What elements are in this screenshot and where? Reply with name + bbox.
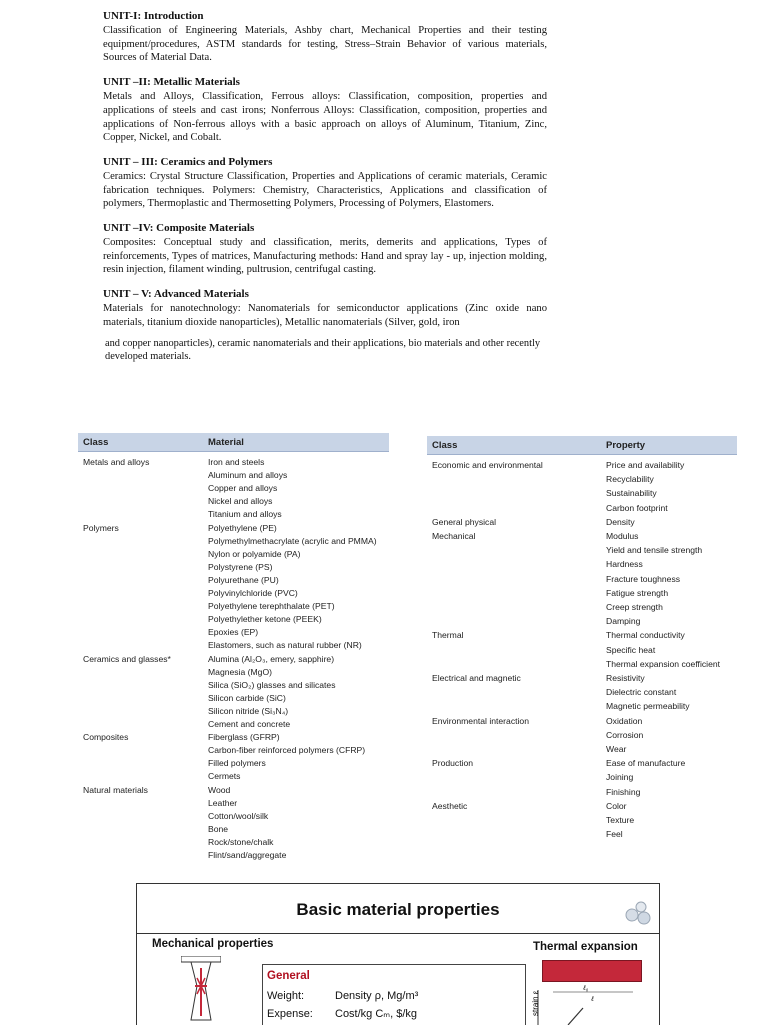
header-class: Class: [432, 439, 458, 451]
material-item: Leather: [208, 797, 238, 808]
axis-label: strain ε: [531, 990, 540, 1016]
material-item: Flint/sand/aggregate: [208, 850, 287, 860]
figure-divider: [137, 933, 659, 934]
property-item: Modulus: [606, 531, 639, 541]
material-item: Magnesia (MgO): [208, 666, 272, 677]
material-item: Polyethylene terephthalate (PET): [208, 601, 335, 612]
class-label: Environmental interaction: [432, 715, 529, 726]
material-item: Silica (SiO₂) glasses and silicates: [208, 679, 336, 690]
property-item: Feel: [606, 829, 623, 840]
class-label: Production: [432, 758, 474, 769]
material-item: Nickel and alloys: [208, 496, 273, 507]
property-item: Recyclability: [606, 474, 654, 485]
tensile-specimen-icon: [181, 956, 221, 1025]
header-property: Property: [606, 439, 646, 451]
general-line: [267, 990, 418, 1002]
class-label: Thermal: [432, 630, 464, 641]
general-box: [262, 964, 526, 1025]
material-item: Cotton/wool/silk: [208, 810, 269, 821]
material-item: Polyvinylchloride (PVC): [208, 588, 298, 598]
property-item: Wear: [606, 744, 627, 754]
property-item: Resistivity: [606, 673, 645, 683]
class-label: Natural materials: [83, 784, 148, 795]
material-item: Polymethylmethacrylate (acrylic and PMMA): [208, 535, 377, 546]
syllabus: [103, 9, 547, 374]
unit-4: [103, 221, 547, 277]
property-item: Thermal expansion coefficient: [606, 658, 721, 669]
material-item: Polyethylene (PE): [208, 522, 277, 533]
unit-2: [103, 75, 547, 145]
class-label: Metals and alloys: [83, 457, 150, 467]
unit-5: [103, 287, 547, 364]
material-item: Polystyrene (PS): [208, 561, 273, 572]
material-item: Carbon-fiber reinforced polymers (CFRP): [208, 745, 366, 756]
class-label: Composites: [83, 732, 129, 743]
property-item: Density: [606, 516, 635, 527]
unit-title: UNIT-I: Introduction: [103, 10, 204, 22]
class-label: Electrical and magnetic: [432, 673, 521, 683]
property-item: Fatigue strength: [606, 587, 669, 598]
unit-3: [103, 155, 547, 211]
material-item: Epoxies (EP): [208, 627, 259, 638]
property-item: Creep strength: [606, 602, 663, 612]
property-item: Specific heat: [606, 644, 656, 655]
material-item: Iron and steels: [208, 457, 265, 467]
property-item: Joining: [606, 772, 634, 783]
general-line: [267, 1007, 417, 1020]
header-class: Class: [83, 436, 109, 448]
property-item: Color: [606, 800, 627, 811]
unit-body: Ceramics: Crystal Structure Classification, Properties and Applications of ceramic materials, Ceramic fabrication techniques. Polymers: Chemistry, Characteristics, Applications and classification of polymers, Thermoplastic and Thermosetting Polymers, Processing of Polymers, Elastomers.: [103, 170, 547, 210]
class-label: Polymers: [83, 522, 119, 533]
property-item: Hardness: [606, 559, 643, 570]
unit-body: Composites: Conceptual study and classification, merits, demerits and applications, Types of reinforcements, Types of matrices, Manufacturing methods: Hand and spray lay - up, injection molding, resin injection, filament winding, pultrusion, centrifugal casting.: [103, 237, 547, 276]
property-item: Magnetic permeability: [606, 701, 690, 712]
table-header: [78, 433, 389, 452]
property-item: Dielectric constant: [606, 687, 677, 698]
properties-table: [427, 436, 737, 856]
material-item: Elastomers, such as natural rubber (NR): [208, 640, 362, 651]
general-value: Density ρ, Mg/m³: [335, 990, 419, 1002]
material-item: Filled polymers: [208, 758, 266, 769]
property-item: Damping: [606, 616, 641, 627]
figure-title: Basic material properties: [296, 900, 500, 919]
property-item: Texture: [606, 815, 635, 825]
strain-plot: [523, 984, 653, 1025]
materials-table: [78, 433, 389, 861]
unit-continuation: and copper nanoparticles), ceramic nanomaterials and their applications, bio materials and other recently developed materials.: [105, 337, 541, 363]
unit-body: Materials for nanotechnology: Nanomaterials for semiconductor applications (Zinc oxide nano materials, titanium dioxide nanoparticles), Metallic nanomaterials (Silver, gold, iron: [103, 303, 547, 328]
material-item: Silicon carbide (SiC): [208, 692, 286, 703]
material-item: Aluminum and alloys: [208, 470, 288, 481]
material-item: Polyurethane (PU): [208, 574, 279, 585]
class-label: Ceramics and glasses*: [83, 653, 171, 664]
property-item: Carbon footprint: [606, 502, 668, 513]
unit-title: UNIT – III: Ceramics and Polymers: [103, 155, 273, 168]
expansion-bar: [542, 960, 642, 982]
thermal-heading: Thermal expansion: [533, 941, 638, 953]
unit-body: Metals and Alloys, Classification, Ferrous alloys: Classification, composition, properties and applications of steels and cast irons; Nonferrous Alloys: Classification, composition, properties and applications of Non-ferrous alloys with a basic approach on alloys of Aluminum, Titanium, Zinc, Copper, Nickel, and Cobalt.: [103, 91, 547, 144]
unit-1: [103, 9, 547, 65]
general-label: Expense:: [267, 1008, 313, 1020]
table-header: [427, 436, 737, 455]
property-item: Ease of manufacture: [606, 758, 686, 769]
unit-title: UNIT –II: Metallic Materials: [103, 76, 240, 89]
unit-title: UNIT – V: Advanced Materials: [103, 288, 249, 301]
unit-title: UNIT –IV: Composite Materials: [103, 222, 255, 235]
class-label: Aesthetic: [432, 800, 468, 811]
material-item: Cement and concrete: [208, 719, 291, 729]
material-item: Wood: [208, 784, 231, 795]
property-item: Price and availability: [606, 460, 685, 470]
header-material: Material: [208, 436, 244, 448]
class-label: Mechanical: [432, 531, 476, 541]
property-item: Finishing: [606, 786, 641, 797]
material-item: Alumina (Al₂O₃, emery, sapphire): [208, 653, 335, 664]
general-title: General: [267, 970, 310, 982]
property-item: Oxidation: [606, 715, 643, 726]
mechanical-heading: Mechanical properties: [152, 938, 274, 950]
material-item: Copper and alloys: [208, 483, 278, 494]
general-value: Cost/kg Cₘ, $/kg: [335, 1008, 418, 1020]
class-label: General physical: [432, 516, 497, 527]
property-item: Corrosion: [606, 729, 644, 740]
material-item: Cermets: [208, 771, 241, 782]
material-item: Bone: [208, 823, 229, 834]
material-item: Polyethylether ketone (PEEK): [208, 614, 322, 625]
property-item: Fracture toughness: [606, 573, 681, 584]
symbol-l0: ℓ₀: [583, 984, 589, 992]
crystal-icon: [623, 897, 653, 927]
material-item: Silicon nitride (Si₃N₄): [208, 705, 289, 716]
class-label: Economic and environmental: [432, 460, 543, 470]
general-label: Weight:: [267, 990, 305, 1002]
unit-body: Classification of Engineering Materials, Ashby chart, Mechanical Properties and their testing equipment/procedures, ASTM standards for testing, Stress–Strain Behavior of various materials, Sources of Material Data.: [103, 25, 547, 64]
property-item: Yield and tensile strength: [606, 545, 703, 556]
material-item: Rock/stone/chalk: [208, 836, 274, 847]
basic-properties-figure: [136, 883, 660, 1025]
property-item: Thermal conductivity: [606, 630, 685, 641]
property-item: Sustainability: [606, 488, 657, 499]
symbol-l: ℓ: [591, 995, 594, 1003]
material-item: Titanium and alloys: [208, 509, 282, 520]
material-item: Fiberglass (GFRP): [208, 732, 280, 743]
material-item: Nylon or polyamide (PA): [208, 548, 301, 559]
